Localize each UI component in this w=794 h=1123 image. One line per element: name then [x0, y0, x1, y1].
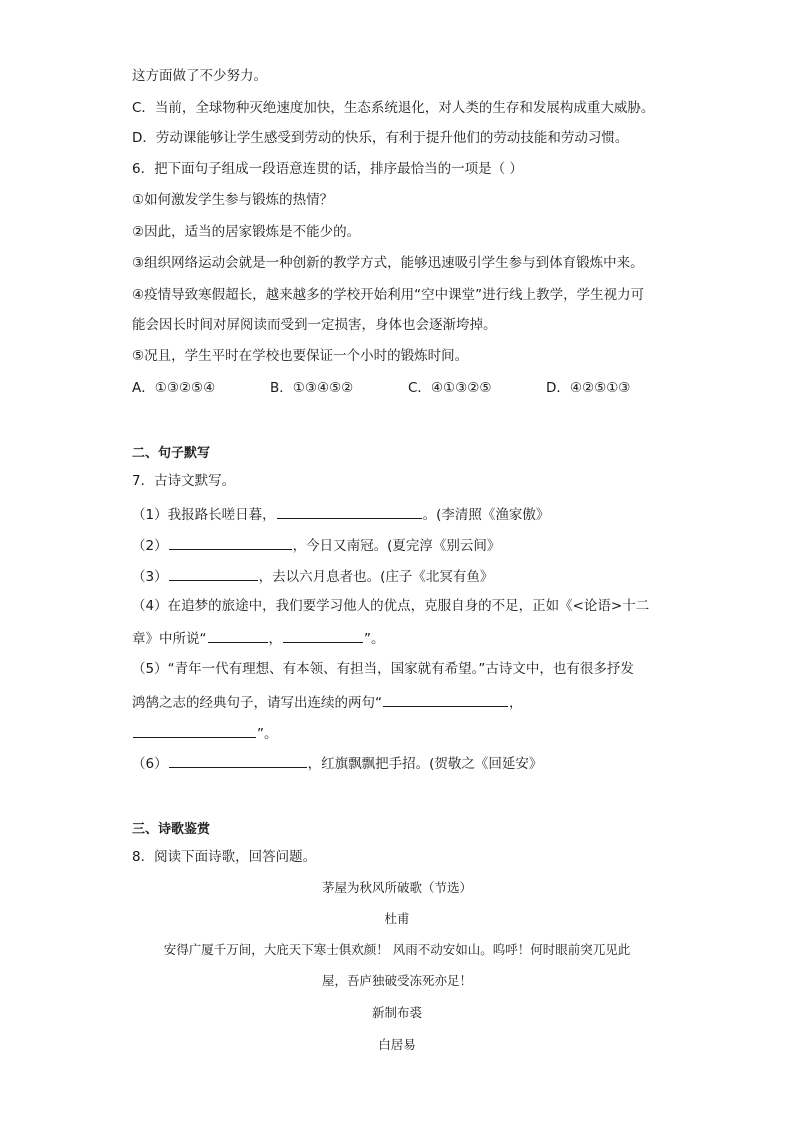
- q7-item-1: （1）我报路长嗟日暮， 。(李清照《渔家傲》: [132, 504, 672, 524]
- q7-item-3: （3） ，去以六月息者也。(庄子《北冥有鱼》: [132, 566, 672, 586]
- q6-options: [132, 379, 672, 397]
- q5-option-d: D．劳动课能够让学生感受到劳动的快乐，有利于提升他们的劳动技能和劳动习惯。: [132, 130, 629, 146]
- section-2-title: 二、句子默写: [132, 446, 211, 461]
- answer-blank[interactable]: [277, 504, 422, 519]
- answer-blank[interactable]: [383, 692, 508, 707]
- poem-1-line-1: 安得广厦千万间，大庇天下寒士俱欢颜！ 风雨不动安如山。呜呼！何时眼前突兀见此: [163, 942, 631, 957]
- q6-sentence-5: ⑤况且，学生平时在学校也要保证一个小时的锻炼时间。: [132, 348, 469, 364]
- answer-blank[interactable]: [133, 723, 256, 738]
- poem-2-author: 白居易: [378, 1037, 416, 1052]
- q6-option-a[interactable]: A．①③②⑤④: [132, 380, 216, 396]
- q5-option-c: C．当前，全球物种灭绝速度加快，生态系统退化，对人类的生存和发展构成重大威胁。: [132, 100, 655, 116]
- answer-blank[interactable]: [283, 628, 363, 643]
- q7-item-6: （6） ，红旗飘飘把手招。(贺敬之《回延安》: [132, 753, 672, 773]
- answer-blank[interactable]: [169, 535, 292, 550]
- q7-item-5-line2: 鸿鹄之志的经典句子，请写出连续的两句“ ，: [132, 692, 672, 712]
- section-3-title: 三、诗歌鉴赏: [132, 822, 211, 837]
- answer-blank[interactable]: [208, 628, 268, 643]
- q6-sentence-1: ①如何激发学生参与锻炼的热情？: [132, 192, 334, 208]
- q7-item-5-line3: ”。: [132, 723, 672, 743]
- answer-blank[interactable]: [169, 753, 307, 768]
- q6-option-c[interactable]: C．④①③②⑤: [408, 380, 492, 396]
- q5-option-b-tail: 这方面做了不少努力。: [132, 68, 267, 84]
- answer-blank[interactable]: [169, 566, 258, 581]
- q7-item-2: （2） ，今日又南冠。(夏完淳《别云间》: [132, 535, 672, 555]
- q7-item-4-line1: （4）在追梦的旅途中，我们要学习他人的优点，克服自身的不足，正如《<论语>十二: [132, 598, 650, 614]
- q6-sentence-4-line1: ④疫情导致寒假超长，越来越多的学校开始利用“空中课堂”进行线上教学，学生视力可: [132, 287, 645, 303]
- poem-2-title: 新制布裘: [371, 1005, 422, 1020]
- q7-item-4-line2: 章》中所说“ ， ”。: [132, 628, 672, 648]
- q6-stem: 6．把下面句子组成一段语意连贯的话，排序最恰当的一项是（ ）: [132, 161, 523, 177]
- q8-stem: 8．阅读下面诗歌，回答问题。: [132, 849, 317, 865]
- poem-1-line-2: 屋，吾庐独破受冻死亦足！: [321, 973, 472, 988]
- q6-option-b[interactable]: B．①③④⑤②: [270, 380, 354, 396]
- poem-1-author: 杜甫: [384, 911, 410, 926]
- q6-sentence-4-line2: 能会因长时间对屏阅读而受到一定损害，身体也会逐渐垮掉。: [132, 317, 497, 333]
- q6-sentence-2: ②因此，适当的居家锻炼是不能少的。: [132, 224, 361, 240]
- q6-option-d[interactable]: D．④②⑤①③: [546, 380, 631, 396]
- q7-stem: 7．古诗文默写。: [132, 473, 236, 489]
- q7-item-5-line1: （5）“青年一代有理想、有本领、有担当，国家就有希望。”古诗文中，也有很多抒发: [132, 661, 634, 677]
- q6-sentence-3: ③组织网络运动会就是一种创新的教学方式，能够迅速吸引学生参与到体育锻炼中来。: [132, 255, 644, 271]
- poem-1-title: 茅屋为秋风所破歌（节选）: [321, 880, 472, 895]
